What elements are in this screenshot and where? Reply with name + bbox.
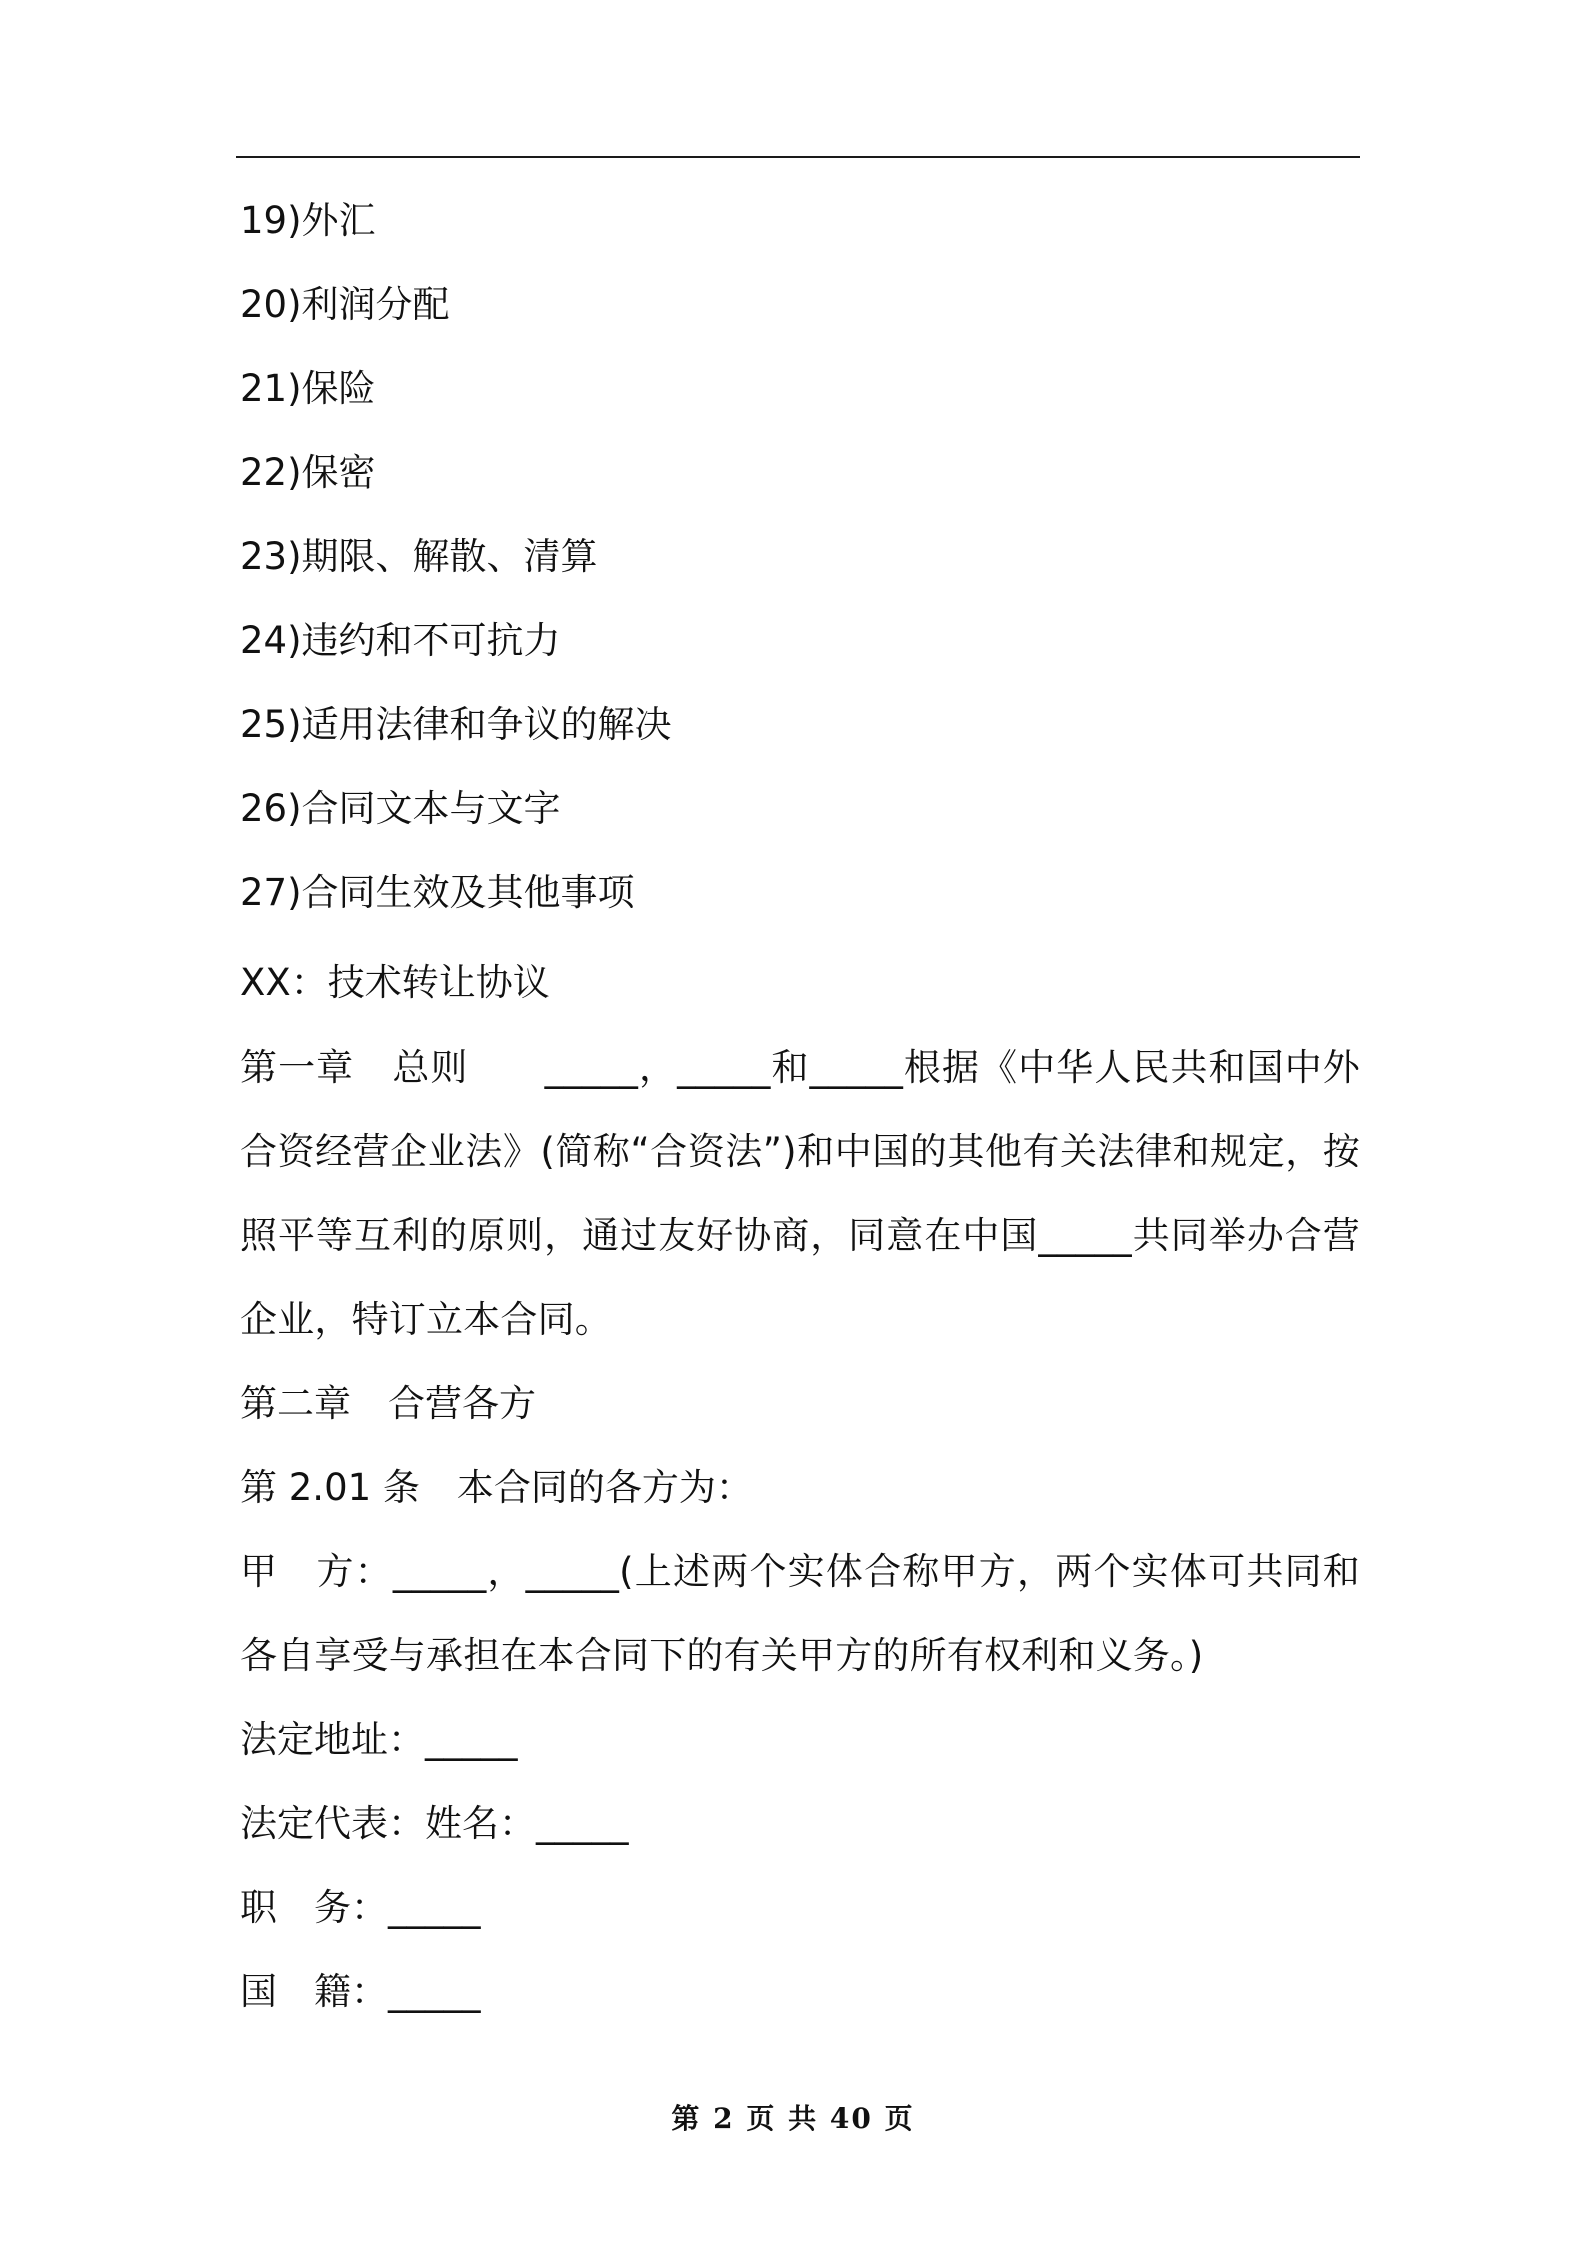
toc-item: 19)外汇 <box>240 199 376 242</box>
section-heading: XX：技术转让协议 <box>240 961 550 1004</box>
toc-item: 20)利润分配 <box>240 283 450 326</box>
legal-address: 法定地址：_____ <box>240 1718 518 1761</box>
legal-representative: 法定代表：姓名：_____ <box>240 1802 629 1845</box>
article-2-01: 第 2.01 条 本合同的各方为： <box>240 1466 753 1509</box>
nationality-field: 国 籍：_____ <box>240 1970 481 2013</box>
toc-item: 23)期限、解散、清算 <box>240 535 598 578</box>
toc-item: 21)保险 <box>240 367 376 410</box>
toc-item: 26)合同文本与文字 <box>240 787 561 830</box>
document-body <box>240 196 1360 2034</box>
header-rule <box>236 156 1360 158</box>
toc-item: 25)适用法律和争议的解决 <box>240 703 672 746</box>
chapter1-paragraph: 第一章 总则 _____，_____和_____根据《中华人民共和国中外合资经营企业法》(简称“合资法”)和中国的其他有关法律和规定，按照平等互利的原则，通过友好协商，同意在中国_____共同举办合营企业，特订立本合同。 <box>240 1046 1360 1341</box>
toc-item: 24)违约和不可抗力 <box>240 619 561 662</box>
chapter2-heading: 第二章 合营各方 <box>240 1382 536 1425</box>
position-field: 职 务：_____ <box>240 1886 481 1929</box>
toc-list <box>240 196 1360 958</box>
party-a-paragraph: 甲 方：_____，_____(上述两个实体合称甲方，两个实体可共同和各自享受与承担在本合同下的有关甲方的所有权利和义务。) <box>240 1550 1360 1677</box>
toc-item: 27)合同生效及其他事项 <box>240 871 635 914</box>
toc-item: 22)保密 <box>240 451 376 494</box>
page-footer: 第 2 页 共 40 页 <box>671 2102 915 2135</box>
